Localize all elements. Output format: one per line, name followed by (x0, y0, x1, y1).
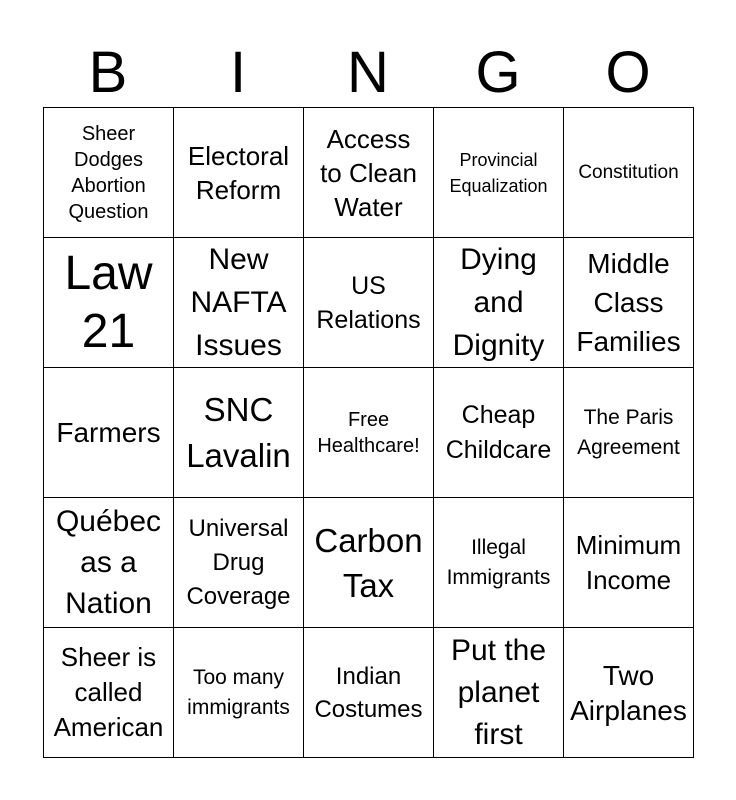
bingo-cell[interactable] (434, 628, 564, 758)
header-letter-o: O (605, 40, 651, 105)
bingo-cell[interactable] (434, 238, 564, 368)
bingo-cell[interactable] (174, 238, 304, 368)
bingo-cell[interactable] (304, 108, 434, 238)
header-letter-n: N (347, 40, 389, 105)
bingo-cell[interactable] (304, 628, 434, 758)
cell-label: Illegal Immigrants (446, 535, 551, 589)
cell-label: SNC Lavalin (186, 390, 291, 474)
bingo-cell[interactable] (44, 498, 174, 628)
cell-label: Sheer is called American (53, 642, 164, 742)
bingo-cell[interactable] (304, 368, 434, 498)
bingo-cell[interactable] (564, 368, 694, 498)
bingo-cell[interactable] (434, 368, 564, 498)
header-letter-i: I (229, 40, 247, 105)
bingo-cell[interactable] (174, 108, 304, 238)
cell-label: Middle Class Families (576, 248, 681, 357)
cell-label: Free Healthcare! (317, 408, 420, 457)
bingo-cell[interactable] (564, 498, 694, 628)
cell-label: Too many immigrants (187, 665, 290, 719)
cell-label: Access to Clean Water (320, 123, 417, 222)
cell-label: Electoral Reform (187, 140, 290, 205)
cell-label: Constitution (578, 161, 679, 183)
bingo-cell[interactable] (174, 368, 304, 498)
bingo-cell[interactable] (304, 498, 434, 628)
bingo-cell[interactable] (564, 238, 694, 368)
bingo-cell[interactable] (564, 108, 694, 238)
cell-label: Sheer Dodges Abortion Question (68, 122, 149, 223)
header-letter-b: B (88, 40, 128, 105)
cell-label: Dying and Dignity (452, 243, 545, 362)
bingo-cell[interactable] (564, 628, 694, 758)
bingo-cell[interactable] (174, 498, 304, 628)
cell-label: Minimum Income (575, 529, 682, 595)
bingo-cell[interactable] (44, 368, 174, 498)
bingo-cell[interactable] (44, 238, 174, 368)
bingo-cell[interactable] (434, 498, 564, 628)
cell-label: Indian Costumes (314, 662, 423, 723)
cell-label: US Relations (316, 271, 421, 334)
cell-label: New NAFTA Issues (190, 243, 287, 362)
cell-label: Two Airplanes (570, 659, 687, 726)
cell-label: Universal Drug Coverage (186, 514, 291, 610)
bingo-cell[interactable] (304, 238, 434, 368)
cell-label: Provincial Equalization (449, 149, 548, 196)
bingo-cell[interactable] (174, 628, 304, 758)
header-letter-g: G (475, 40, 521, 105)
bingo-cell[interactable] (44, 108, 174, 238)
cell-label: Carbon Tax (314, 521, 423, 604)
cell-label: Cheap Childcare (445, 400, 552, 464)
bingo-header (43, 40, 693, 106)
cell-label: Farmers (56, 416, 161, 448)
cell-label: The Paris Agreement (577, 405, 680, 459)
bingo-cell[interactable] (434, 108, 564, 238)
cell-label: Québec as a Nation (55, 505, 162, 620)
cell-label: Law 21 (64, 246, 153, 358)
bingo-cell[interactable] (44, 628, 174, 758)
bingo-board (43, 107, 694, 758)
cell-label: Put the planet first (450, 633, 547, 751)
